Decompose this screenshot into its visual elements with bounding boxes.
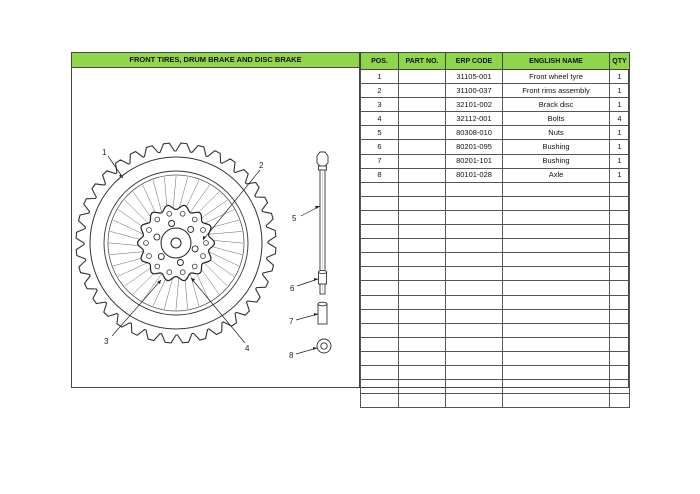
cell-qty — [610, 295, 630, 309]
cell-english-name — [503, 210, 610, 224]
cell-english-name: Nuts — [503, 126, 610, 140]
table-row-empty — [361, 253, 630, 267]
cell-english-name — [503, 394, 610, 408]
cell-pos — [361, 394, 399, 408]
table-row — [361, 98, 630, 112]
cell-part-no — [399, 309, 446, 323]
cell-pos: 1 — [361, 70, 399, 84]
cell-part-no — [399, 98, 446, 112]
cell-erp-code — [446, 196, 503, 210]
cell-pos — [361, 210, 399, 224]
cell-qty — [610, 253, 630, 267]
cell-erp-code: 80101-028 — [446, 168, 503, 182]
table-row-empty — [361, 351, 630, 365]
cell-english-name — [503, 225, 610, 239]
cell-english-name — [503, 337, 610, 351]
cell-erp-code — [446, 351, 503, 365]
cell-erp-code: 32112-001 — [446, 112, 503, 126]
parts-table — [360, 52, 630, 408]
table-row-empty — [361, 337, 630, 351]
diagram-title: FRONT TIRES, DRUM BRAKE AND DISC BRAKE — [71, 52, 360, 68]
bushing-large — [318, 302, 327, 324]
cell-erp-code — [446, 210, 503, 224]
cell-erp-code — [446, 394, 503, 408]
cell-english-name — [503, 281, 610, 295]
cell-erp-code: 31100-037 — [446, 84, 503, 98]
cell-qty: 1 — [610, 126, 630, 140]
table-row-empty — [361, 225, 630, 239]
cell-part-no — [399, 253, 446, 267]
cell-part-no — [399, 126, 446, 140]
cell-erp-code — [446, 380, 503, 394]
cell-qty — [610, 239, 630, 253]
cell-erp-code — [446, 365, 503, 379]
callout-6: 6 — [290, 284, 295, 293]
callout-2: 2 — [259, 161, 264, 170]
callout-4: 4 — [245, 344, 250, 353]
cell-english-name — [503, 380, 610, 394]
cell-pos: 8 — [361, 168, 399, 182]
cell-english-name — [503, 351, 610, 365]
cell-qty: 4 — [610, 112, 630, 126]
cell-part-no — [399, 154, 446, 168]
cell-pos: 3 — [361, 98, 399, 112]
cell-part-no — [399, 281, 446, 295]
cell-english-name — [503, 196, 610, 210]
cell-pos — [361, 267, 399, 281]
axle-hole — [171, 238, 181, 248]
cell-part-no — [399, 267, 446, 281]
table-header-row — [361, 53, 630, 70]
wheel-assembly — [76, 143, 276, 343]
cell-erp-code — [446, 323, 503, 337]
cell-pos: 5 — [361, 126, 399, 140]
cell-qty: 1 — [610, 84, 630, 98]
cell-english-name — [503, 365, 610, 379]
table-row-empty — [361, 365, 630, 379]
cell-part-no — [399, 70, 446, 84]
cell-pos — [361, 323, 399, 337]
cell-part-no — [399, 210, 446, 224]
cell-erp-code: 80201-095 — [446, 140, 503, 154]
cell-pos: 7 — [361, 154, 399, 168]
cell-part-no — [399, 168, 446, 182]
cell-pos — [361, 351, 399, 365]
table-row-empty — [361, 309, 630, 323]
cell-qty — [610, 210, 630, 224]
cell-pos — [361, 380, 399, 394]
cell-erp-code — [446, 239, 503, 253]
cell-english-name — [503, 295, 610, 309]
cell-part-no — [399, 394, 446, 408]
cell-pos — [361, 196, 399, 210]
cell-erp-code: 80308-010 — [446, 126, 503, 140]
washer-part — [317, 339, 331, 353]
table-row — [361, 70, 630, 84]
cell-english-name: Bushing — [503, 140, 610, 154]
cell-erp-code — [446, 309, 503, 323]
header-qty: QTY — [610, 53, 630, 70]
cell-qty — [610, 380, 630, 394]
cell-english-name — [503, 267, 610, 281]
cell-erp-code: 32101-002 — [446, 98, 503, 112]
cell-qty — [610, 225, 630, 239]
cell-qty — [610, 309, 630, 323]
table-row — [361, 112, 630, 126]
bushing-small — [319, 270, 327, 284]
cell-pos: 6 — [361, 140, 399, 154]
header-english-name: ENGLISH NAME — [503, 53, 610, 70]
cell-erp-code: 31105-001 — [446, 70, 503, 84]
cell-pos: 4 — [361, 112, 399, 126]
cell-pos — [361, 295, 399, 309]
cell-pos — [361, 239, 399, 253]
cell-english-name — [503, 182, 610, 196]
table-row-empty — [361, 323, 630, 337]
cell-erp-code — [446, 267, 503, 281]
cell-pos — [361, 253, 399, 267]
cell-english-name — [503, 253, 610, 267]
cell-part-no — [399, 380, 446, 394]
callout-3: 3 — [104, 337, 109, 346]
table-row-empty — [361, 182, 630, 196]
cell-qty — [610, 394, 630, 408]
cell-english-name: Axle — [503, 168, 610, 182]
cell-part-no — [399, 112, 446, 126]
cell-qty — [610, 281, 630, 295]
cell-pos — [361, 225, 399, 239]
header-part-no: PART NO. — [399, 53, 446, 70]
cell-qty: 1 — [610, 70, 630, 84]
cell-qty: 1 — [610, 154, 630, 168]
cell-erp-code: 80201-101 — [446, 154, 503, 168]
cell-part-no — [399, 365, 446, 379]
cell-qty — [610, 337, 630, 351]
cell-part-no — [399, 182, 446, 196]
cell-pos: 2 — [361, 84, 399, 98]
cell-english-name: Brack disc — [503, 98, 610, 112]
cell-qty — [610, 351, 630, 365]
cell-erp-code — [446, 295, 503, 309]
cell-english-name — [503, 309, 610, 323]
cell-qty — [610, 323, 630, 337]
cell-pos — [361, 281, 399, 295]
table-row-empty — [361, 380, 630, 394]
cell-part-no — [399, 323, 446, 337]
cell-english-name: Bushing — [503, 154, 610, 168]
cell-qty — [610, 365, 630, 379]
cell-erp-code — [446, 182, 503, 196]
wheel-diagram-drawing — [71, 68, 360, 388]
table-row-empty — [361, 295, 630, 309]
cell-english-name: Bolts — [503, 112, 610, 126]
cell-pos — [361, 182, 399, 196]
cell-pos — [361, 337, 399, 351]
cell-part-no — [399, 84, 446, 98]
callout-5: 5 — [292, 214, 297, 223]
cell-part-no — [399, 196, 446, 210]
table-row-empty — [361, 210, 630, 224]
cell-qty: 1 — [610, 98, 630, 112]
table-row — [361, 126, 630, 140]
cell-erp-code — [446, 337, 503, 351]
callout-7: 7 — [289, 317, 294, 326]
cell-qty — [610, 196, 630, 210]
cell-english-name — [503, 323, 610, 337]
callout-8: 8 — [289, 351, 294, 360]
cell-part-no — [399, 239, 446, 253]
cell-part-no — [399, 351, 446, 365]
cell-part-no — [399, 295, 446, 309]
cell-erp-code — [446, 225, 503, 239]
cell-erp-code — [446, 281, 503, 295]
table-row — [361, 168, 630, 182]
callout-1: 1 — [102, 148, 107, 157]
cell-part-no — [399, 140, 446, 154]
cell-english-name — [503, 239, 610, 253]
header-pos: POS. — [361, 53, 399, 70]
cell-qty: 1 — [610, 168, 630, 182]
header-erp-code: ERP CODE — [446, 53, 503, 70]
table-row-empty — [361, 267, 630, 281]
cell-qty — [610, 267, 630, 281]
cell-pos — [361, 365, 399, 379]
cell-part-no — [399, 337, 446, 351]
cell-english-name: Front wheel tyre — [503, 70, 610, 84]
table-row-empty — [361, 394, 630, 408]
table-row-empty — [361, 239, 630, 253]
table-row — [361, 140, 630, 154]
table-row-empty — [361, 281, 630, 295]
cell-qty — [610, 182, 630, 196]
cell-erp-code — [446, 253, 503, 267]
table-row — [361, 84, 630, 98]
exploded-diagram — [71, 68, 360, 388]
cell-pos — [361, 309, 399, 323]
cell-english-name: Front rims assembly — [503, 84, 610, 98]
cell-qty: 1 — [610, 140, 630, 154]
table-row-empty — [361, 196, 630, 210]
parts-table-body — [361, 70, 630, 408]
cell-part-no — [399, 225, 446, 239]
table-row — [361, 154, 630, 168]
